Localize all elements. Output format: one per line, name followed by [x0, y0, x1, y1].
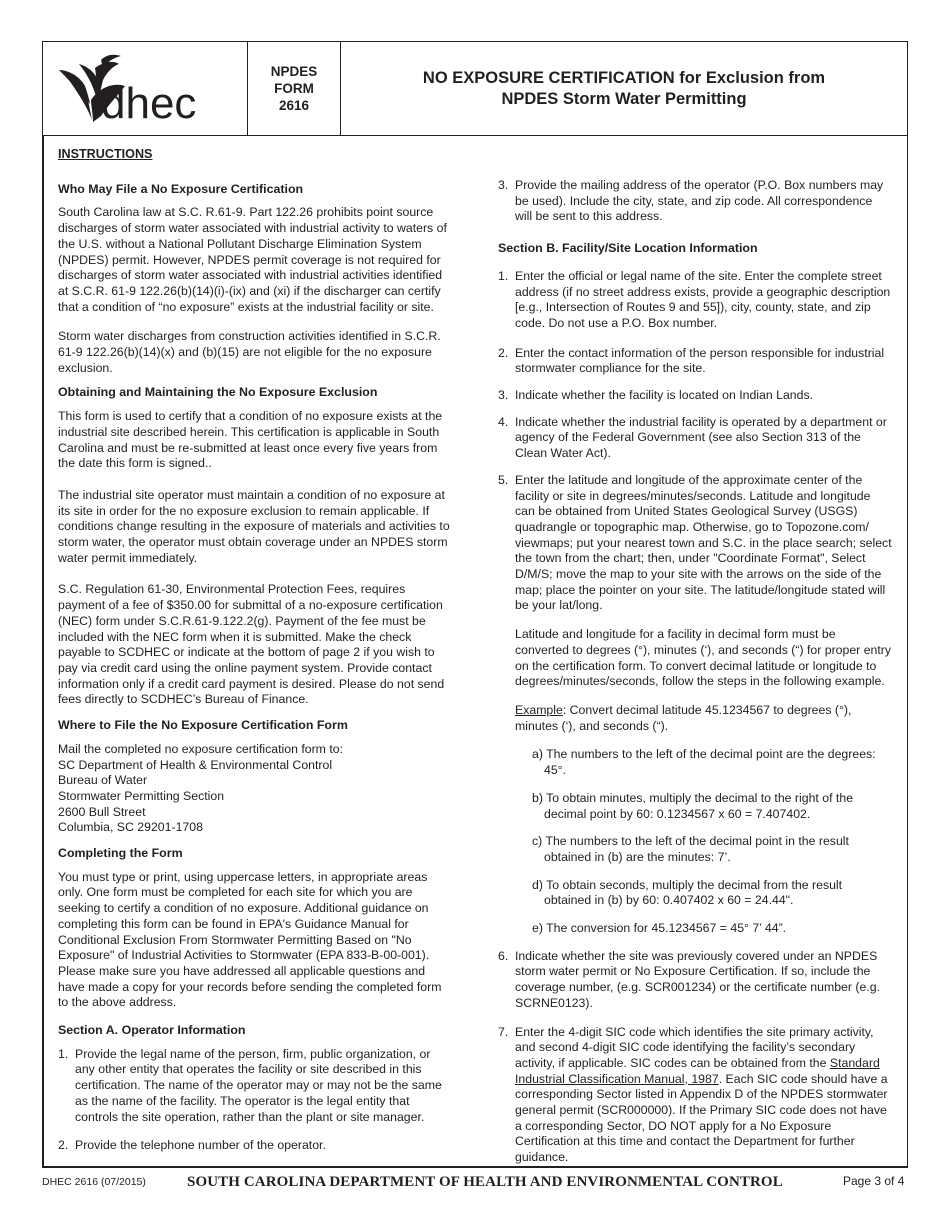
section-b-item-2: 2. Enter the contact information of the person responsible for industrial stormwater compliance for the site.	[498, 345, 885, 376]
frame-right-border	[907, 136, 909, 1166]
form-title: NO EXPOSURE CERTIFICATION for Exclusion from NPDES Storm Water Permitting	[422, 68, 826, 108]
palmetto-logo-icon	[43, 42, 243, 134]
frame-bottom-border	[42, 1166, 908, 1168]
where-to-file-heading: Where to File the No Exposure Certification Form	[58, 718, 348, 733]
obtaining-paragraph-3: S.C. Regulation 61-30, Environmental Protection Fees, requires payment of a fee of $350.00 for submittal of a no-exposure certification (NEC) form under S.C.R.61-9.122.2(g). Payment of the fee must be included with the NEC form when it is submitted. Make the check payable to SCDHEC or indicate at the bottom of page 2 if you wish to pay via credit card using the online payment system. Provide contact information only if a credit card payment is desired. Please do not send fees directly to SCDHEC’s Bureau of Finance.	[58, 582, 445, 707]
example-paragraph: Example: Convert decimal latitude 45.1234567 to degrees (°), minutes (‘), and seconds (“).	[515, 702, 852, 733]
form-id: DHEC 2616 (07/2015)	[42, 1176, 146, 1188]
obtaining-paragraph-1: This form is used to certify that a condition of no exposure exists at the industrial site described herein. This certification is applicable in South Carolina and must be re-submitted at least once every five years from the date this form is signed..	[58, 409, 443, 471]
right-column	[498, 178, 892, 1166]
frame-left-border	[42, 136, 44, 1166]
step-a: a) The numbers to the left of the decimal point are the degrees: 45°.	[532, 747, 876, 778]
mailing-address: Mail the completed no exposure certification form to: SC Department of Health & Environmental Control Bureau of Water Stormwater Permitting Section 2600 Bull Street Columbia, SC 29201-1708	[58, 741, 344, 835]
section-b-item-1: 1. Enter the official or legal name of the site. Enter the complete street address (if no street address exists, provide a geographic description [e.g., Intersection of Routes 9 and 55]), city, county, state, and zip code. Do not use a P.O. Box number.	[498, 268, 891, 330]
section-b-item-6: 6. Indicate whether the site was previously covered under an NPDES storm water permit or No Exposure Certification. If so, include the coverage number, (e.g. SCR001234) or the certificate number (e.g. SCRNE0123).	[498, 948, 880, 1010]
section-a-item-2: 2. Provide the telephone number of the operator.	[58, 1138, 326, 1153]
agency-name: SOUTH CAROLINA DEPARTMENT OF HEALTH AND ENVIRONMENTAL CONTROL	[187, 1174, 783, 1190]
obtaining-paragraph-2: The industrial site operator must maintain a condition of no exposure at its site in order for the no exposure exclusion to remain applicable. If conditions change resulting in the exposure of materials and activities to storm water, the operator must obtain coverage under an NPDES storm water permit immediately.	[58, 487, 450, 565]
step-e: e) The conversion for 45.1234567 = 45° 7’ 44”.	[532, 921, 787, 936]
form-header	[42, 41, 908, 136]
instructions-heading: INSTRUCTIONS	[58, 147, 153, 161]
section-b-item-5: 5. Enter the latitude and longitude of the approximate center of the facility or site in degrees/minutes/seconds. Latitude and longitude can be obtained from United States Geological Survey (USGS) quadrangle or topographic map. Otherwise, go to Topozone.com/ viewmaps; put your nearest town and S.C. in the place search; select the town from the chart; then, under "Coordinate Format", Select D/M/S; move the map to your site with the arrows on the side of the map; place the pointer on your site. The latitude/longitude stated will be your lat/long.	[498, 472, 892, 613]
dhec-logo	[43, 42, 248, 135]
section-b-item-7: 7. Enter the 4-digit SIC code which identifies the site primary activity, and second 4-digit SIC code identifying the facility’s secondary activity, if applicable. SIC codes can be obtained from the Standard Industrial Classification Manual, 1987. Each SIC code should have a corresponding Sector listed in Appendix D of the NPDES stormwater general permit (SCR000000). If the Primary SIC code does not have a corresponding Sector, DO NOT apply for a No Exposure Certification at this time and contact the Department for further guidance.	[498, 1024, 888, 1165]
step-d: d) To obtain seconds, multiply the decimal from the result obtained in (b) by 60: 0.407402 x 60 = 24.44".	[532, 877, 843, 908]
form-number-label: NPDES FORM 2616	[248, 42, 341, 135]
step-c: c) The numbers to the left of the decimal point in the result obtained in (b) are the minutes: 7’.	[532, 834, 849, 864]
sic-manual-reference: Standard Industrial Classification Manual, 1987	[515, 1055, 880, 1086]
obtaining-heading: Obtaining and Maintaining the No Exposure Exclusion	[58, 385, 378, 400]
section-b-item-4: 4. Indicate whether the industrial facility is operated by a department or agency of the Federal Government (see also Section 313 of the Clean Water Act).	[498, 414, 887, 461]
completing-paragraph: You must type or print, using uppercase letters, in appropriate areas only. One form must be completed for each site for which you are seeking to certify a condition of no exposure. Additional guidance on completing this form can be found in EPA's Guidance Manual for Conditional Exclusion From Stormwater Permitting Based on "No Exposure" of Industrial Activities to Stormwater (EPA 833-B-00-001). Please make sure you have addressed all applicable questions and have made a copy for your records before sending the completed form to the above address.	[58, 869, 442, 1010]
section-a-item-3: 3. Provide the mailing address of the operator (P.O. Box numbers may be used). Include the city, state, and zip code. All correspondence will be sent to this address.	[498, 178, 884, 224]
who-paragraph-2: Storm water discharges from construction activities identified in S.C.R. 61-9 122.26(b)(14)(x) and (b)(15) are not eligible for the no exposure exclusion.	[58, 329, 441, 375]
left-column	[58, 147, 452, 1154]
latlong-conversion-paragraph: Latitude and longitude for a facility in decimal form must be converted to degrees (°), minutes (‘), and seconds (“) for proper entry on the certification form. To convert decimal latitude or longitude to degrees/minutes/seconds, follow the steps in the following example.	[515, 627, 892, 689]
who-may-file-heading: Who May File a No Exposure Certification	[58, 181, 304, 196]
completing-heading: Completing the Form	[58, 846, 183, 861]
page-number: Page 3 of 4	[843, 1174, 905, 1188]
section-b-item-3: 3. Indicate whether the facility is located on Indian Lands.	[498, 388, 814, 403]
section-a-heading: Section A. Operator Information	[58, 1023, 246, 1038]
section-a-item-1: 1. Provide the legal name of the person, firm, public organization, or any other entity that operates the facility or site described in this certification. The name of the operator may or may not be the same as the name of the facility. The operator is the legal entity that controls the site operation, rather than the plant or site manager.	[58, 1046, 442, 1124]
section-b-heading: Section B. Facility/Site Location Information	[498, 241, 758, 256]
svg-text:dhec: dhec	[101, 79, 197, 128]
who-paragraph-1: South Carolina law at S.C. R.61-9. Part 122.26 prohibits point source discharges of storm water associated with industrial activity to waters of the U.S. without a National Pollutant Discharge Elimination System (NPDES) permit. However, NPDES permit coverage is not required for discharges of storm water associated with industrial activities identified at S.C.R. 61-9 122.26(b)(14)(i)-(ix) and (xi) if the discharger can certify that a condition of “no exposure” exists at the industrial facility or site.	[58, 205, 447, 314]
step-b: b) To obtain minutes, multiply the decimal to the right of the decimal point by 60: 0.1234567 x 60 = 7.407402.	[532, 790, 854, 821]
